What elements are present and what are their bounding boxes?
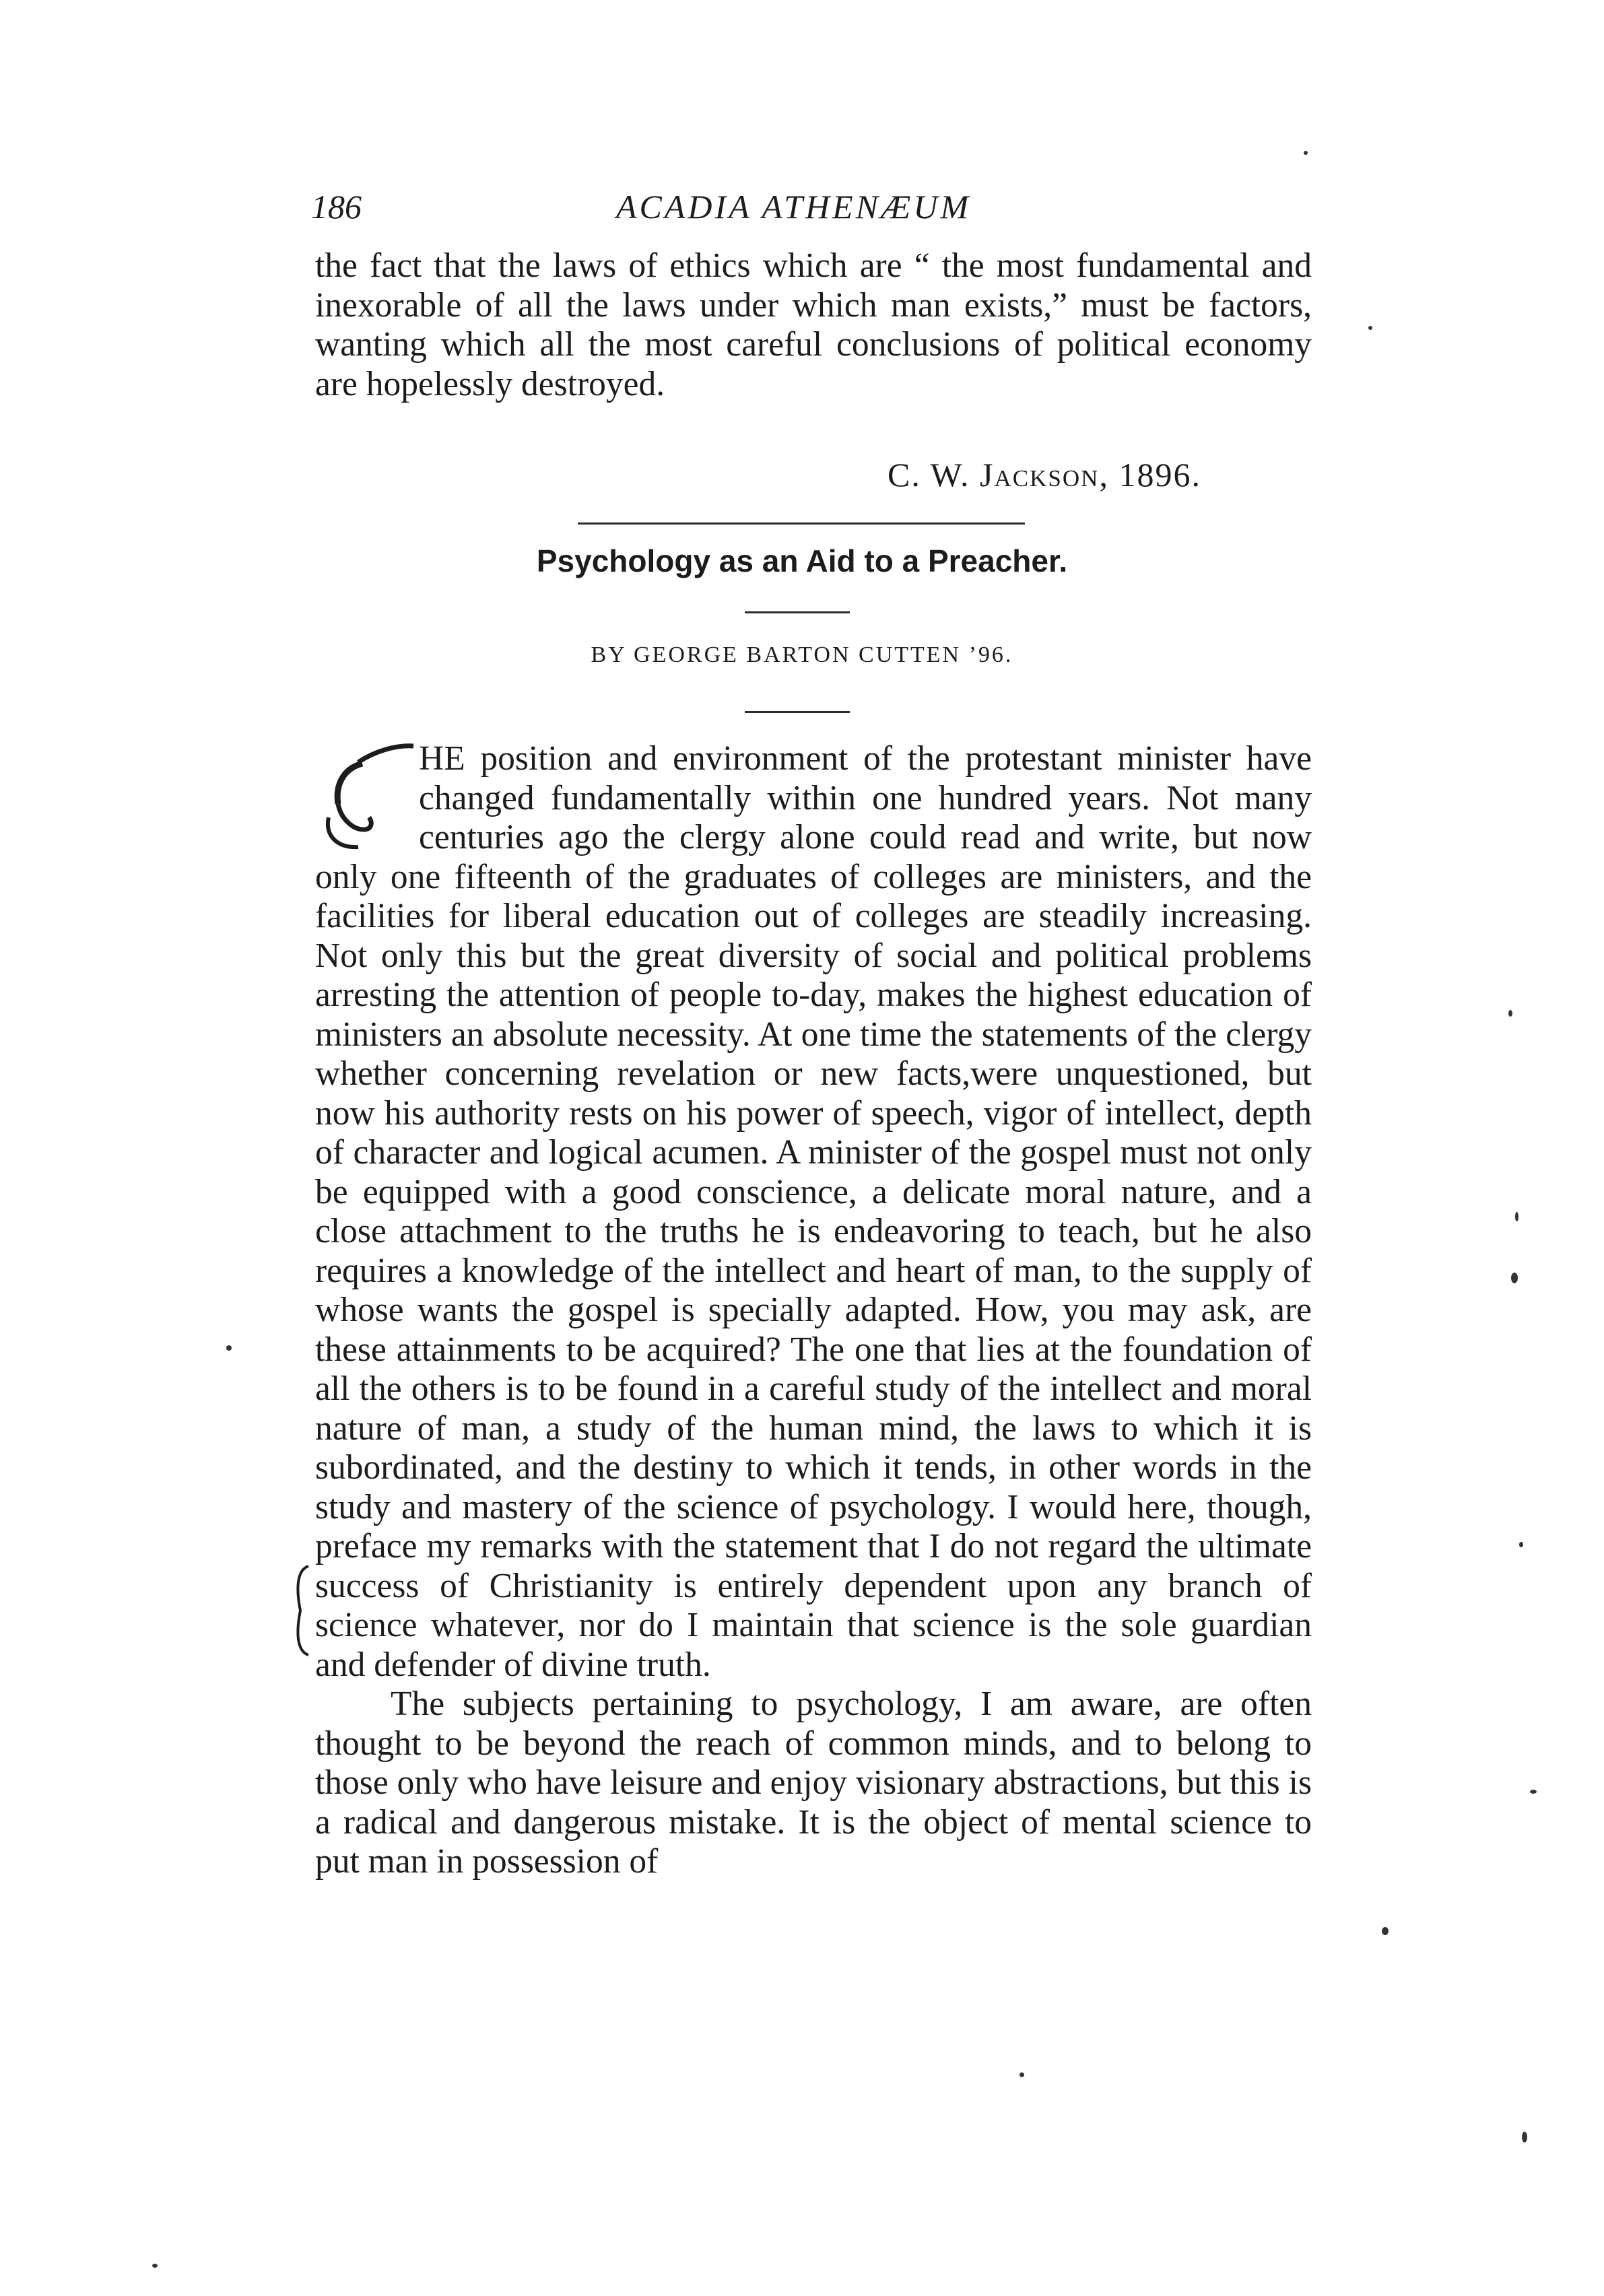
scan-speck	[1511, 1273, 1518, 1283]
author-signature	[888, 455, 1201, 494]
continued-article	[315, 246, 1312, 404]
scan-speck	[152, 2264, 158, 2268]
byline-divider	[745, 711, 850, 713]
signature-year: , 1896.	[1099, 456, 1201, 494]
page-number: 186	[311, 188, 362, 226]
page-header	[311, 187, 1308, 241]
article-body	[315, 739, 1312, 1882]
scan-speck	[1515, 1212, 1518, 1221]
drop-cap-t	[315, 739, 415, 854]
scan-speck	[226, 1345, 232, 1351]
article-paragraph-2: The subjects pertaining to psychology, I am aware, are often thought to be beyond the reach of common minds, and to belong to those only who have leisure and enjoy visionary abstractions, but this is a radical and dangerous mistake. It is the object of mental science to put man in possession of	[315, 1685, 1312, 1881]
article-byline: BY GEORGE BARTON CUTTEN ’96.	[591, 642, 1013, 667]
scan-speck	[1522, 2132, 1527, 2142]
scan-speck	[1382, 1927, 1389, 1935]
signature-name: ackson	[994, 456, 1100, 494]
running-title: ACADIA ATHENÆUM	[616, 188, 972, 226]
title-divider	[745, 611, 850, 613]
article-title: Psychology as an Aid to a Preacher.	[536, 543, 1068, 578]
scan-speck	[1368, 326, 1372, 330]
signature-initials: C. W. J	[888, 456, 995, 494]
section-divider	[578, 522, 1025, 525]
scan-speck	[1519, 1542, 1523, 1547]
scan-speck	[1530, 1790, 1537, 1794]
continued-paragraph: the fact that the laws of ethics which are “ the most fundamental and inexorable of all the laws under which man exists,” must be factors, wanting which all the most careful conclusions of political economy are hopelessly destroyed.	[315, 246, 1312, 403]
scan-speck	[1304, 151, 1308, 155]
article-paragraph-1: HE position and environment of the protestant minister have changed fundamentally within one hundred years. Not many centuries ago the clergy alone could read and write, but now only one fifteenth of the graduates of colleges are ministers, and the facilities for liberal education out of colleges are steadily increasing. Not only this but the great diversity of social and political problems arresting the attention of people to-day, makes the highest education of ministers an absolute necessity. At one time the statements of the clergy whether concerning revelation or new facts,were unquestioned, but now his authority rests on his power of speech, vigor of intellect, depth of character and logical acumen. A minister of the gospel must not only be equipped with a good conscience, a delicate moral nature, and a close attachment to the truths he is endeavoring to teach, but he also requires a knowledge of the intellect and heart of man, to the supply of whose wants the gospel is specially adapted. How, you may ask, are these attainments to be acquired? The one that lies at the foundation of all the others is to be found in a careful study of the intellect and moral nature of man, a study of the human mind, the laws to which it is subordinated, and the destiny to which it tends, in other words in the study and mastery of the science of psychology. I would here, though, preface my remarks with the statement that I do not regard the ultimate success of Christianity is entirely dependent upon any branch of science whatever, nor do I maintain that science is the sole guardian and defender of divine truth.	[315, 739, 1312, 1684]
scan-speck	[1020, 2072, 1024, 2077]
scan-speck	[1508, 1010, 1512, 1017]
margin-bracket	[292, 1563, 311, 1658]
